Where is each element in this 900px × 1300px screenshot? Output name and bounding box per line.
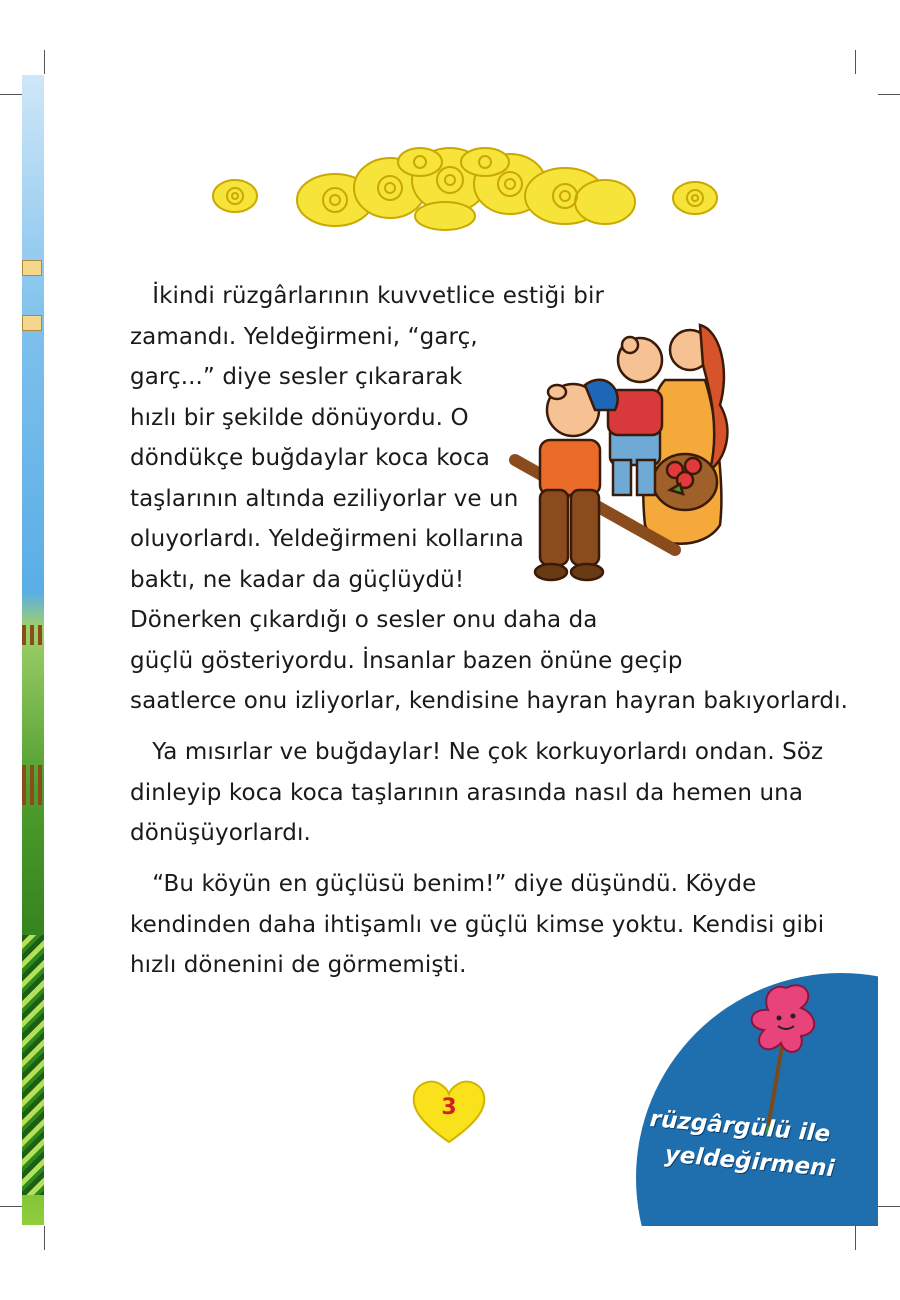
text-line: hızlı dönenini de görmemişti. [130,952,467,978]
text-line: Ya mısırlar ve buğdaylar! Ne çok korkuyorlardı ondan. Söz [130,739,824,765]
text-line: güçlü gösteriyordu. İnsanlar bazen önüne geçip [130,647,683,674]
text-line: baktı, ne kadar da güçlüydü! [130,566,465,593]
swirl-cloud-ornament-icon [205,140,725,240]
left-illustration-strip [22,75,44,1225]
badge-title-line1: rüzgârgülü ile [648,1106,832,1148]
crop-mark [44,1226,45,1250]
text-line: İkindi rüzgârlarının kuvvetlice estiği bir [130,283,605,309]
paragraph-2 [130,732,823,854]
text-line: taşlarının altında eziliyorlar ve un [130,485,519,512]
text-line: garç...” diye sesler çıkararak [130,364,463,390]
text-line: döndükçe buğdaylar koca koca [130,445,490,471]
crop-mark [855,1226,856,1250]
text-line: saatlerce onu izliyorlar, kendisine hayran hayran bakıyorlardı. [130,688,849,714]
text-line: Dönerken çıkardığı o sesler onu daha da [130,607,598,633]
crop-mark [878,1206,900,1207]
crop-mark [0,94,22,95]
crop-mark [0,1206,22,1207]
text-line: oluyorlardı. Yeldeğirmeni kollarına [130,526,524,552]
crop-mark [855,50,856,74]
text-line: kendinden daha ihtişamlı ve güçlü kimse yoktu. Kendisi gibi [130,911,825,938]
grass-icon [22,935,44,1195]
text-line: dinleyip koca koca taşlarının arasında nasıl da hemen una [130,779,804,806]
three-children-illustration-icon [505,310,750,585]
fence-icon [22,625,44,645]
crop-mark [878,94,900,95]
sign-icon [22,260,42,276]
badge-title-line2: yeldeğirmeni [663,1141,836,1183]
text-line: hızlı bir şekilde dönüyordu. O [130,404,469,431]
text-line: “Bu köyün en güçlüsü benim!” diye düşündü. Köyde [130,871,757,897]
sign-icon [22,315,42,331]
text-line: zamandı. Yeldeğirmeni, “garç, [130,323,478,350]
crop-mark [44,50,45,74]
page-number: 3 [441,1095,457,1120]
text-line: dönüşüyorlardı. [130,820,311,846]
title-badge [636,968,878,1226]
fence-icon [22,765,44,805]
